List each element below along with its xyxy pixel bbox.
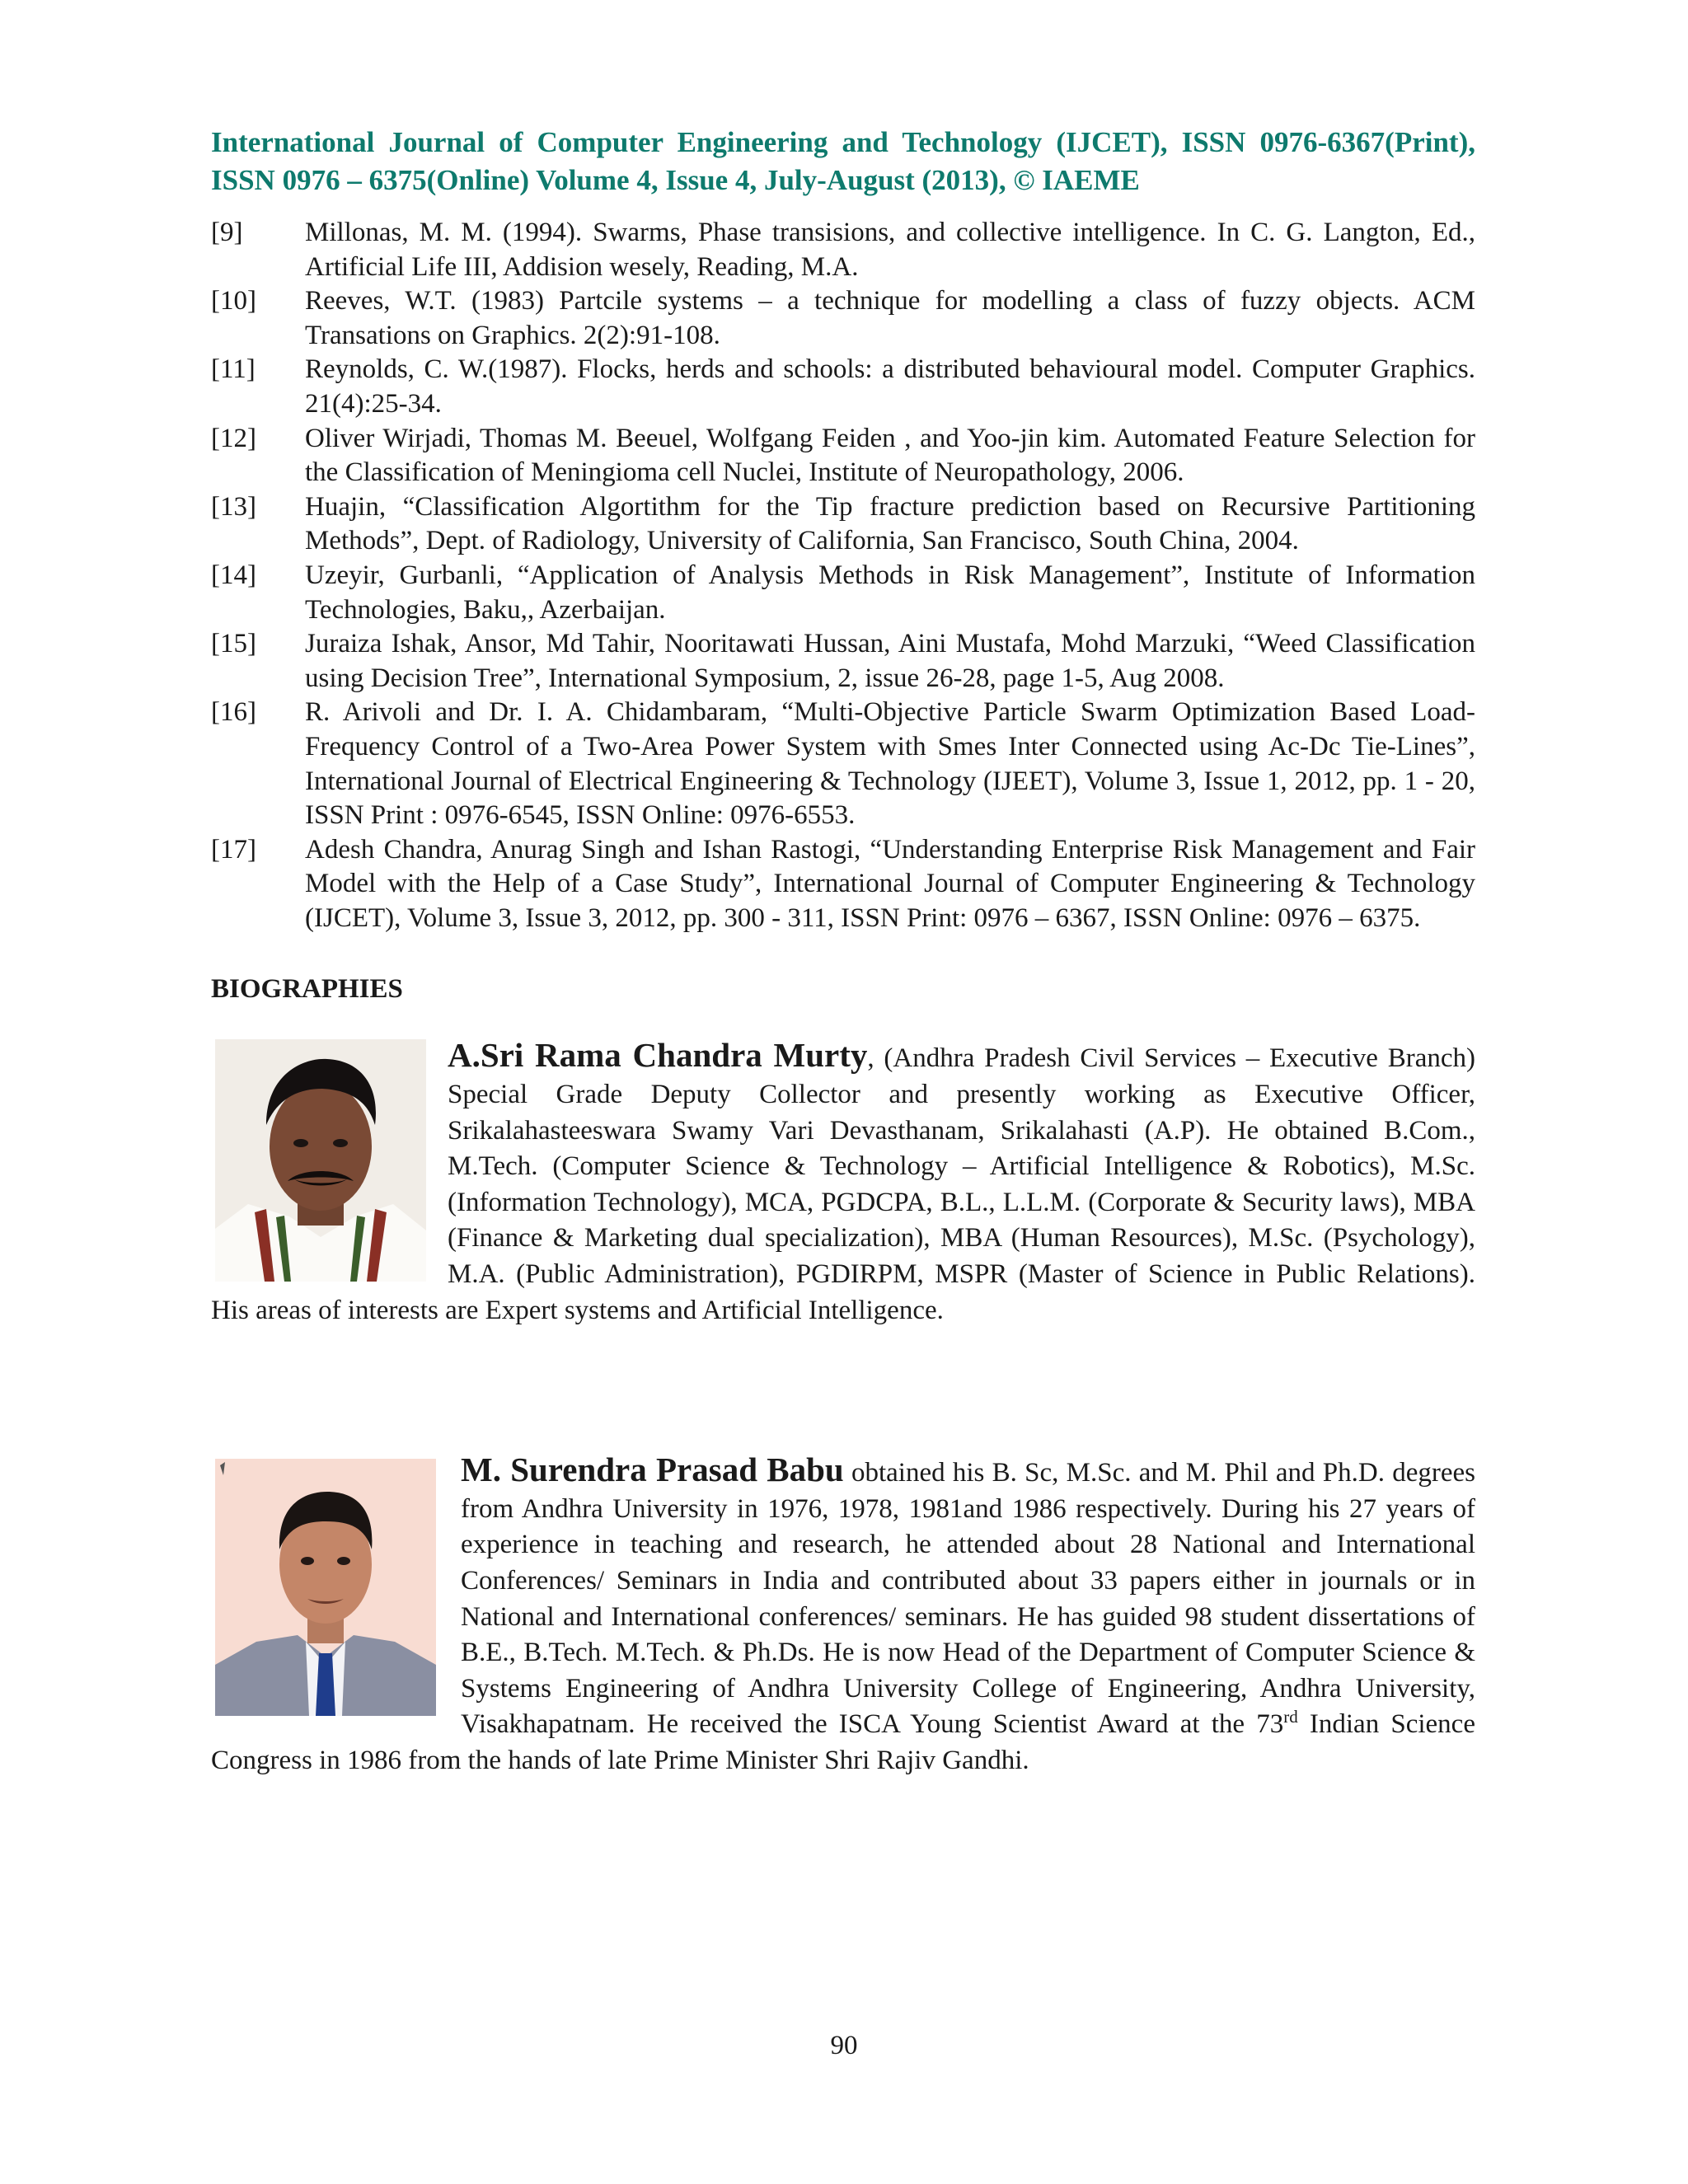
reference-item [211,353,1475,421]
reference-text: Oliver Wirjadi, Thomas M. Beeuel, Wolfgang Feiden , and Yoo-jin kim. Automated Feature Selection for the Classification of Meningioma cell Nuclei, Institute of Neuropathology, 2006. [305,423,1475,488]
reference-number: [13] [211,491,256,522]
author-photo-babu [215,1459,436,1716]
journal-header: International Journal of Computer Engineering and Technology (IJCET), ISSN 0976-6367(Print), ISSN 0976 – 6375(Online) Volume 4, Issue 4, July-August (2013), © IAEME [211,126,1475,196]
reference-item [211,216,1475,284]
reference-item [211,627,1475,696]
reference-number: [12] [211,423,256,453]
reference-item [211,833,1475,936]
ordinal-superscript: rd [1283,1707,1298,1727]
reference-item [211,696,1475,832]
reference-text: Adesh Chandra, Anurag Singh and Ishan Rastogi, “Understanding Enterprise Risk Management and Fair Model with the Help of a Case Study”, International Journal of Computer Engineering & Technology (IJCET), Volume 3, Issue 3, 2012, pp. 300 - 311, ISSN Print: 0976 – 6367, ISSN Online: 0976 – 6375. [305,834,1475,933]
portrait-image [215,1039,426,1282]
reference-number: [17] [211,834,256,865]
reference-item [211,422,1475,490]
reference-item [211,559,1475,627]
biography-text-murty: , (Andhra Pradesh Civil Services – Executive Branch) Special Grade Deputy Collector and presently working as Executive Officer, Srikalahasteeswara Swamy Vari Devasthanam, Srikalahasti (A.P). He obtained B.Com., M.Tech. (Computer Science & Technology – Artificial Intelligence & Robotics), M.Sc. (Information Technology), MCA, PGDCPA, B.L., L.L.M. (Corporate & Security laws), MBA (Finance & Marketing dual specialization), MBA (Human Resources), M.Sc. (Psychology), M.A. (Public Administration), PGDIRPM, MSPR (Master of Science in Public Relations). His areas of interests are Expert systems and Artificial Intelligence. [211,1043,1475,1325]
biography-text-babu: obtained his B. Sc, M.Sc. and M. Phil and Ph.D. degrees from Andhra University in 1976, 1978, 1981and 1986 respectively. During his 27 years of experience in teaching and research, he attended about 28 National and International Conferences/ Seminars in India and contributed about 33 papers either in journals or in National and International conferences/ seminars. He has guided 98 student dissertations of B.E., B.Tech. M.Tech. & Ph.Ds. He is now Head of the Department of Computer Science & Systems Engineering of Andhra University College of Engineering, Andhra University, Visakhapatnam. He received the ISCA Young Scientist Award at the 73 [461,1458,1475,1740]
reference-text: R. Arivoli and Dr. I. A. Chidambaram, “Multi-Objective Particle Swarm Optimization Based Load-Frequency Control of a Two-Area Power System with Smes Inter Connected using Ac-Dc Tie-Lines”, International Journal of Electrical Engineering & Technology (IJEET), Volume 3, Issue 1, 2012, pp. 1 - 20, ISSN Print : 0976-6545, ISSN Online: 0976-6553. [305,697,1475,831]
reference-item [211,284,1475,353]
biographies-heading: BIOGRAPHIES [211,974,403,1005]
page-content [211,124,1475,1779]
reference-text: Reeves, W.T. (1983) Partcile systems – a technique for modelling a class of fuzzy objects. ACM Transations on Graphics. 2(2):91-108. [305,286,1475,350]
portrait-image [215,1459,436,1716]
reference-number: [14] [211,560,256,590]
biography-babu [211,1452,1475,1779]
author-photo-murty [215,1039,426,1282]
reference-text: Juraiza Ishak, Ansor, Md Tahir, Nooritawati Hussan, Aini Mustafa, Mohd Marzuki, “Weed Classification using Decision Tree”, International Symposium, 2, issue 26-28, page 1-5, Aug 2008. [305,629,1475,693]
reference-number: [10] [211,286,256,316]
reference-list [211,216,1475,935]
reference-number: [16] [211,697,256,728]
reference-number: [15] [211,629,256,659]
reference-text: Reynolds, C. W.(1987). Flocks, herds and schools: a distributed behavioural model. Computer Graphics. 21(4):25-34. [305,354,1475,419]
author-name-murty: A.Sri Rama Chandra Murty [448,1036,868,1075]
reference-number: [9] [211,218,243,247]
reference-text: Millonas, M. M. (1994). Swarms, Phase transisions, and collective intelligence. In C. G. Langton, Ed., Artificial Life III, Addision wesely, Reading, M.A. [305,218,1475,282]
biography-text-babu-end: Indian Science Congress in 1986 from the hands of late Prime Minister Shri Rajiv Gandhi. [211,1709,1475,1775]
reference-text: Huajin, “Classification Algortithm for the Tip fracture prediction based on Recursive Partitioning Methods”, Dept. of Radiology, University of California, San Francisco, South China, 2004. [305,491,1475,556]
reference-text: Uzeyir, Gurbanli, “Application of Analysis Methods in Risk Management”, Institute of Information Technologies, Baku,, Azerbaijan. [305,560,1475,625]
reference-number: [11] [211,354,256,385]
author-name-babu: M. Surendra Prasad Babu [461,1451,844,1489]
biography-murty [211,1038,1475,1329]
page-number: 90 [830,2031,858,2060]
reference-item [211,490,1475,559]
